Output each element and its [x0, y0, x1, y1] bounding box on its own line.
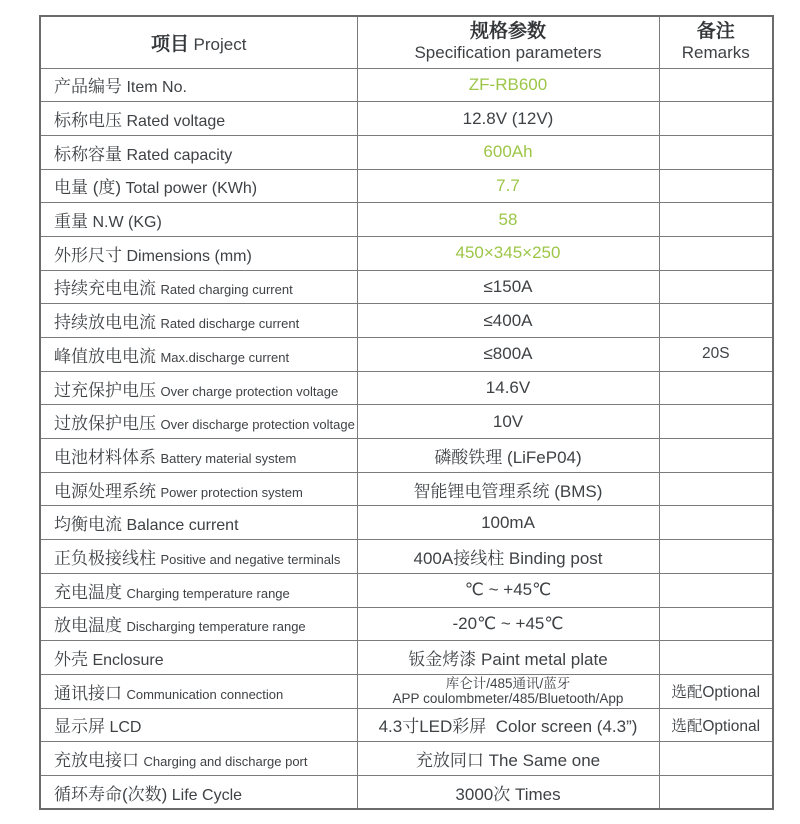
table-row: [40, 135, 773, 169]
row-label-en: Item No.: [126, 79, 187, 97]
row-label-zh: 放电温度: [54, 616, 122, 636]
row-label-cell: [40, 674, 357, 708]
row-label-cell: [40, 540, 357, 574]
row-label-cell: [40, 304, 357, 338]
header-project: [40, 16, 357, 68]
header-project-en: Project: [193, 34, 247, 54]
table-row: [40, 506, 773, 540]
row-label-en: Total power (KWh): [125, 180, 258, 198]
table-row: [40, 573, 773, 607]
row-value-cell: 100mA: [357, 506, 659, 540]
row-label-cell: [40, 607, 357, 641]
row-label-zh: 电池材料体系: [54, 447, 156, 467]
row-label-zh: 标称电压: [54, 111, 122, 131]
row-value-cell: 4.3寸LED彩屏 Color screen (4.3”): [357, 708, 659, 742]
row-value-cell: 600Ah: [357, 135, 659, 169]
row-value-cell: 450×345×250: [357, 236, 659, 270]
row-label-en: Rated charging current: [160, 282, 293, 298]
row-remark-cell: [659, 304, 773, 338]
table-row: [40, 68, 773, 102]
table-row: [40, 742, 773, 776]
spec-table: [39, 15, 774, 810]
table-row: [40, 472, 773, 506]
table-row: [40, 708, 773, 742]
row-value-cell: 3000次 Times: [357, 775, 659, 809]
table-row: [40, 607, 773, 641]
row-label-cell: [40, 439, 357, 473]
row-remark-cell: 选配Optional: [659, 674, 773, 708]
row-label-zh: 峰值放电电流: [54, 346, 156, 366]
table-row: [40, 371, 773, 405]
row-label-cell: [40, 135, 357, 169]
row-label-en: Positive and negative terminals: [160, 551, 341, 567]
row-value-cell: 58: [357, 203, 659, 237]
row-label-cell: [40, 270, 357, 304]
row-remark-cell: [659, 775, 773, 809]
row-label-en: N.W (KG): [92, 214, 162, 232]
row-label-zh: 外形尺寸: [54, 245, 122, 265]
row-label-zh: 均衡电流: [54, 515, 122, 535]
row-label-en: Balance current: [126, 517, 239, 535]
row-remark-cell: [659, 607, 773, 641]
row-value-cell: 钣金烤漆 Paint metal plate: [357, 641, 659, 675]
row-label-zh: 充放电接口: [54, 751, 139, 771]
row-label-zh: 产品编号: [54, 77, 122, 97]
row-label-zh: 充电温度: [54, 582, 122, 602]
row-remark-cell: 20S: [659, 338, 773, 372]
row-label-cell: [40, 236, 357, 270]
row-label-cell: [40, 708, 357, 742]
row-remark-cell: [659, 641, 773, 675]
table-row: [40, 169, 773, 203]
row-label-zh: 过放保护电压: [54, 414, 156, 434]
row-value-cell: 智能锂电管理系统 (BMS): [357, 472, 659, 506]
row-label-cell: [40, 506, 357, 540]
table-row: [40, 203, 773, 237]
table-row: [40, 439, 773, 473]
row-label-cell: [40, 641, 357, 675]
row-value-cell: -20℃ ~ +45℃: [357, 607, 659, 641]
row-remark-cell: [659, 742, 773, 776]
row-label-cell: [40, 203, 357, 237]
row-remark-cell: [659, 439, 773, 473]
row-value-cell: ≤150A: [357, 270, 659, 304]
row-label-zh: 重量: [54, 212, 88, 232]
header-remarks-en: Remarks: [681, 43, 750, 63]
row-label-cell: [40, 573, 357, 607]
table-row: [40, 775, 773, 809]
row-label-en: Communication connection: [126, 686, 284, 702]
row-label-cell: [40, 405, 357, 439]
row-remark-cell: [659, 472, 773, 506]
row-value-cell: ≤800A: [357, 338, 659, 372]
row-value-cell: 10V: [357, 405, 659, 439]
row-remark-cell: [659, 68, 773, 102]
row-label-en: Over charge protection voltage: [160, 383, 339, 399]
row-value-cell: 磷酸铁理 (LiFeP04): [357, 439, 659, 473]
table-row: [40, 338, 773, 372]
table-row: [40, 540, 773, 574]
row-remark-cell: [659, 405, 773, 439]
row-remark-cell: [659, 540, 773, 574]
header-specification: [357, 16, 659, 68]
row-value-cell: 12.8V (12V): [357, 102, 659, 136]
row-label-en: Max.discharge current: [160, 349, 290, 365]
row-label-zh: 电量 (度): [54, 178, 122, 198]
header-specification-zh: 规格参数: [469, 21, 546, 43]
row-label-cell: [40, 169, 357, 203]
row-value-cell: ZF-RB600: [357, 68, 659, 102]
row-value-line1: 库仑计/485通讯/蓝牙: [445, 675, 571, 691]
row-label-cell: [40, 775, 357, 809]
table-row: [40, 405, 773, 439]
row-label-en: Enclosure: [92, 652, 164, 670]
row-label-cell: [40, 742, 357, 776]
table-row: [40, 270, 773, 304]
row-label-en: Rated discharge current: [160, 316, 300, 332]
row-remark-cell: [659, 169, 773, 203]
row-label-zh: 持续放电电流: [54, 313, 156, 333]
row-label-cell: [40, 68, 357, 102]
row-label-zh: 通讯接口: [54, 683, 122, 703]
row-label-zh: 电源处理系统: [54, 481, 156, 501]
row-value-cell: 7.7: [357, 169, 659, 203]
header-remarks: [659, 16, 773, 68]
row-label-en: Discharging temperature range: [126, 619, 306, 635]
row-remark-cell: [659, 506, 773, 540]
row-value-cell: 14.6V: [357, 371, 659, 405]
row-label-cell: [40, 371, 357, 405]
row-value-line2: APP coulombmeter/485/Bluetooth/App: [392, 691, 624, 707]
header-specification-en: Specification parameters: [414, 43, 602, 63]
row-label-en: Over discharge protection voltage: [160, 417, 355, 433]
row-value-cell: 400A接线柱 Binding post: [357, 540, 659, 574]
row-value-cell: ≤400A: [357, 304, 659, 338]
table-row: [40, 236, 773, 270]
row-label-zh: 外壳: [54, 650, 88, 670]
row-label-cell: [40, 102, 357, 136]
header-remarks-zh: 备注: [696, 21, 735, 43]
row-remark-cell: [659, 102, 773, 136]
row-label-zh: 正负极接线柱: [54, 548, 156, 568]
table-row: [40, 304, 773, 338]
row-label-cell: [40, 472, 357, 506]
header-project-zh: 项目: [151, 33, 190, 55]
row-label-en: Rated voltage: [126, 113, 226, 131]
row-label-en: Rated capacity: [126, 146, 233, 164]
row-label-zh: 标称容量: [54, 144, 122, 164]
row-remark-cell: 选配Optional: [659, 708, 773, 742]
row-value-cell: ℃ ~ +45℃: [357, 573, 659, 607]
row-remark-cell: [659, 270, 773, 304]
table-header-row: [40, 16, 773, 68]
row-label-zh: 过充保护电压: [54, 380, 156, 400]
row-remark-cell: [659, 371, 773, 405]
table-row: [40, 674, 773, 708]
row-label-en: Power protection system: [160, 484, 303, 500]
row-label-en: Charging and discharge port: [143, 754, 308, 770]
row-label-en: LCD: [109, 719, 142, 737]
row-value-cell: 充放同口 The Same one: [357, 742, 659, 776]
row-label-zh: 循环寿命(次数): [54, 784, 168, 804]
row-value-cell: [357, 674, 659, 708]
table-row: [40, 102, 773, 136]
row-label-cell: [40, 338, 357, 372]
row-label-zh: 持续充电电流: [54, 279, 156, 299]
row-remark-cell: [659, 236, 773, 270]
row-label-en: Life Cycle: [171, 786, 243, 804]
row-remark-cell: [659, 203, 773, 237]
row-label-en: Dimensions (mm): [126, 247, 252, 265]
row-remark-cell: [659, 135, 773, 169]
table-row: [40, 641, 773, 675]
row-label-en: Charging temperature range: [126, 585, 290, 601]
row-label-zh: 显示屏: [54, 717, 105, 737]
row-label-en: Battery material system: [160, 450, 297, 466]
row-remark-cell: [659, 573, 773, 607]
